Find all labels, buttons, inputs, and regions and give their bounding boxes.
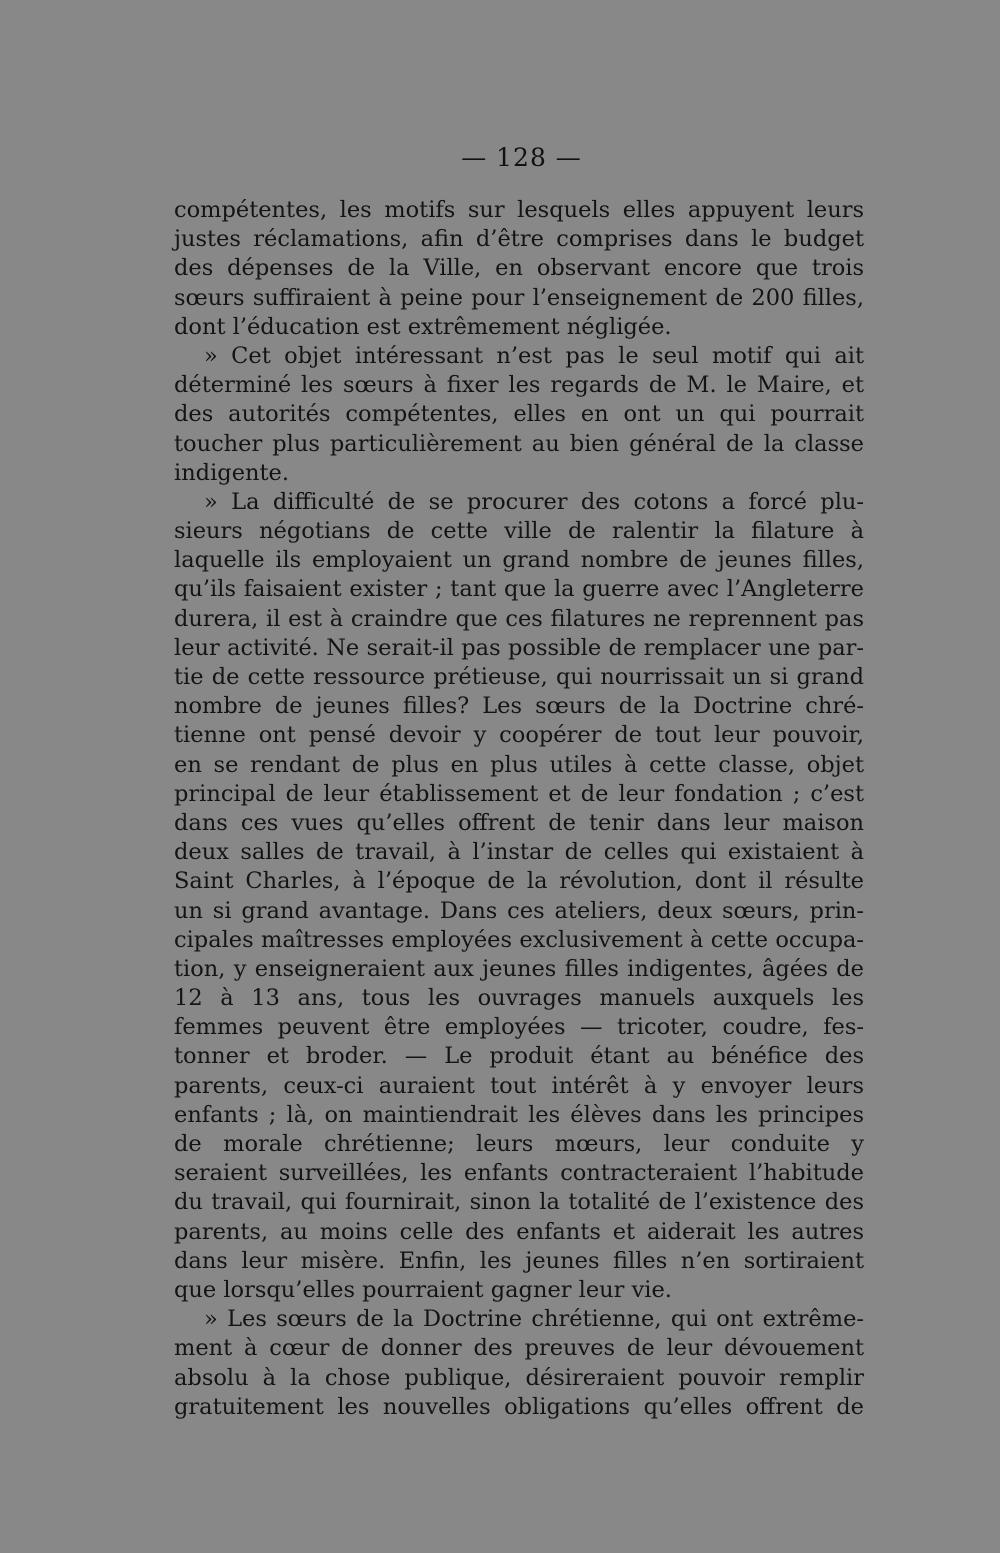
text-line: » Cet objet intéressant n’est pas le seul motif qui ait [204,342,864,369]
text-line: que lorsqu’elles pourraient gagner leur vie. [174,1276,672,1303]
text-line: indigente. [174,459,290,486]
text-line: dans ces vues qu’elles offrent de tenir dans leur maison [174,809,864,836]
text-line: principal de leur établissement et de leur fondation ; c’est [174,780,864,807]
text-line: dont l’éducation est extrêmement négligée. [174,313,672,340]
text-line: nombre de jeunes filles? Les sœurs de la Doctrine chré- [174,693,864,720]
text-line: toucher plus particulièrement au bien général de la classe [174,430,864,457]
text-line: laquelle ils employaient un grand nombre de jeunes filles, [174,547,864,574]
body-text [174,196,864,1422]
text-line: parents, ceux-ci auraient tout intérêt à y envoyer leurs [174,1072,864,1099]
text-line: deux salles de travail, à l’instar de celles qui existaient à [174,839,864,866]
text-line: » La difficulté de se procurer des cotons a forcé plu- [204,488,864,515]
text-line: qu’ils faisaient exister ; tant que la guerre avec l’Angleterre [174,576,864,603]
paragraph [174,1305,864,1422]
text-line: » Les sœurs de la Doctrine chrétienne, qui ont extrême- [204,1306,864,1333]
text-line: justes réclamations, afin d’être comprises dans le budget [174,226,864,253]
paragraph [174,488,864,1305]
text-line: enfants ; là, on maintiendrait les élèves dans les principes [174,1101,864,1128]
text-line: déterminé les sœurs à fixer les regards de M. le Maire, et [174,372,864,399]
text-line: tienne ont pensé devoir y coopérer de tout leur pouvoir, [174,722,864,749]
text-line: du travail, qui fournirait, sinon la totalité de l’existence des [174,1189,864,1216]
page-number: — 128 — [461,143,582,172]
text-line: seraient surveillées, les enfants contracteraient l’habitude [174,1160,864,1187]
paragraph [174,196,864,342]
text-line: sœurs suffiraient à peine pour l’enseignement de 200 filles, [174,284,864,311]
paragraph [174,342,864,488]
text-line: cipales maîtresses employées exclusivement à cette occupa- [174,926,864,953]
text-line: parents, au moins celle des enfants et aiderait les autres [174,1218,864,1245]
text-line: un si grand avantage. Dans ces ateliers, deux sœurs, prin- [174,897,864,924]
text-line: ment à cœur de donner des preuves de leur dévouement [174,1335,864,1362]
text-line: tion, y enseigneraient aux jeunes filles indigentes, âgées de [174,955,864,982]
text-line: tie de cette ressource prétieuse, qui nourrissait un si grand [174,664,864,690]
text-line: femmes peuvent être employées — tricoter, coudre, fes- [174,1014,864,1041]
text-line: en se rendant de plus en plus utiles à cette classe, objet [174,751,864,778]
text-line: durera, il est à craindre que ces filatures ne reprennent pas [174,605,864,632]
text-line: Saint Charles, à l’époque de la révolution, dont il résulte [174,868,864,895]
text-line: leur activité. Ne serait-il pas possible de remplacer une par- [174,634,864,661]
text-line: absolu à la chose publique, désireraient pouvoir remplir [174,1364,864,1391]
text-line: gratuitement les nouvelles obligations qu’elles offrent de [174,1393,864,1420]
text-line: sieurs négotians de cette ville de ralentir la filature à [174,518,864,545]
text-line: 12 à 13 ans, tous les ouvrages manuels auxquels les [174,985,864,1012]
text-line: compétentes, les motifs sur lesquels elles appuyent leurs [174,197,864,223]
text-line: dans leur misère. Enfin, les jeunes filles n’en sortiraient [174,1247,864,1274]
text-line: tonner et broder. — Le produit étant au bénéfice des [174,1043,864,1070]
text-line: de morale chrétienne; leurs mœurs, leur conduite y [174,1131,864,1157]
text-line: des autorités compétentes, elles en ont un qui pourrait [174,401,864,428]
text-line: des dépenses de la Ville, en observant encore que trois [174,255,864,282]
